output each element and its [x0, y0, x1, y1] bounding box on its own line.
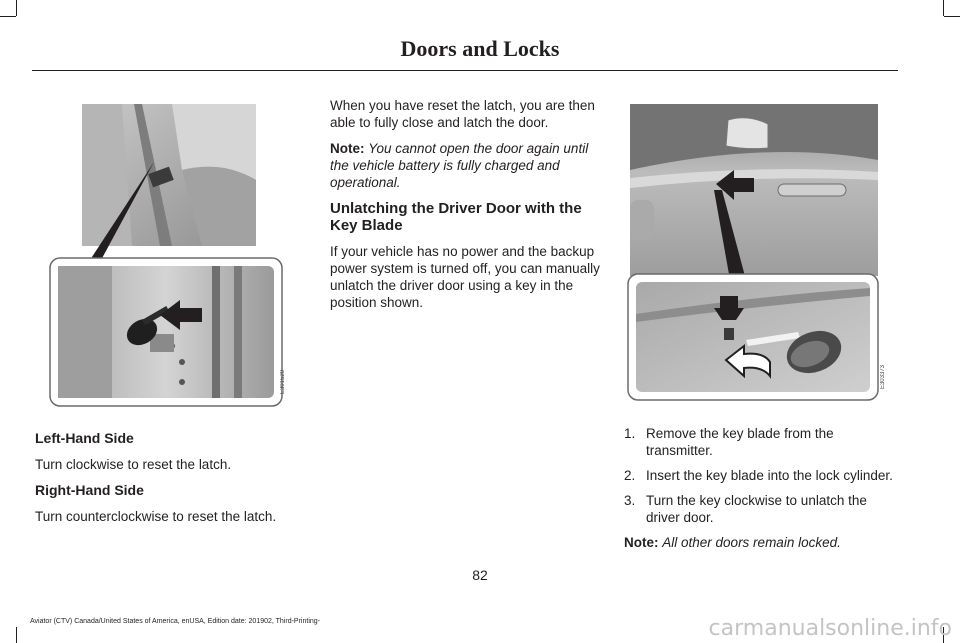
middle-column	[330, 97, 602, 320]
crop-mark	[944, 16, 960, 17]
left-hand-text: Turn clockwise to reset the latch.	[35, 457, 232, 472]
list-item: 1. Remove the key blade from the transmitter.	[624, 426, 834, 458]
right-column	[624, 425, 899, 560]
crop-mark	[0, 16, 16, 17]
page-title: Doors and Locks	[400, 36, 560, 61]
driver-door-illustration	[618, 100, 886, 405]
note-label: Note:	[330, 141, 365, 156]
note-paragraph	[330, 140, 602, 191]
intro-paragraph: When you have reset the latch, you are then able to fully close and latch the door.	[330, 98, 595, 130]
crop-mark	[16, 0, 17, 16]
door-latch-illustration	[42, 100, 287, 410]
list-item: 2. Insert the key blade into the lock cylinder.	[624, 468, 893, 483]
image-code: E301520	[280, 370, 286, 395]
left-hand-heading: Left-Hand Side	[35, 430, 134, 446]
note-text: All other doors remain locked.	[662, 535, 841, 550]
list-item: 3. Turn the key clockwise to unlatch the driver door.	[624, 493, 867, 525]
watermark: carmanualsonline.info	[708, 616, 952, 641]
right-hand-heading: Right-Hand Side	[35, 482, 144, 498]
section-subheading: Unlatching the Driver Door with the Key Blade	[330, 200, 582, 234]
header-rule	[32, 70, 898, 71]
note-label: Note:	[624, 535, 659, 550]
image-code: E303373	[880, 365, 886, 390]
page-number: 82	[472, 567, 488, 583]
instruction-steps	[624, 425, 899, 526]
crop-mark	[16, 627, 17, 643]
crop-mark	[943, 0, 944, 16]
right-hand-text: Turn counterclockwise to reset the latch.	[35, 509, 277, 524]
left-column	[35, 430, 295, 534]
edition-footer: Aviator (CTV) Canada/United States of America, enUSA, Edition date: 201902, Third-Printing-	[30, 618, 321, 625]
note-paragraph	[624, 534, 899, 551]
body-paragraph: If your vehicle has no power and the backup power system is turned off, you can manually unlatch the driver door using a key in the position shown.	[330, 244, 600, 310]
note-text: You cannot open the door again until the vehicle battery is fully charged and operational.	[330, 141, 589, 190]
